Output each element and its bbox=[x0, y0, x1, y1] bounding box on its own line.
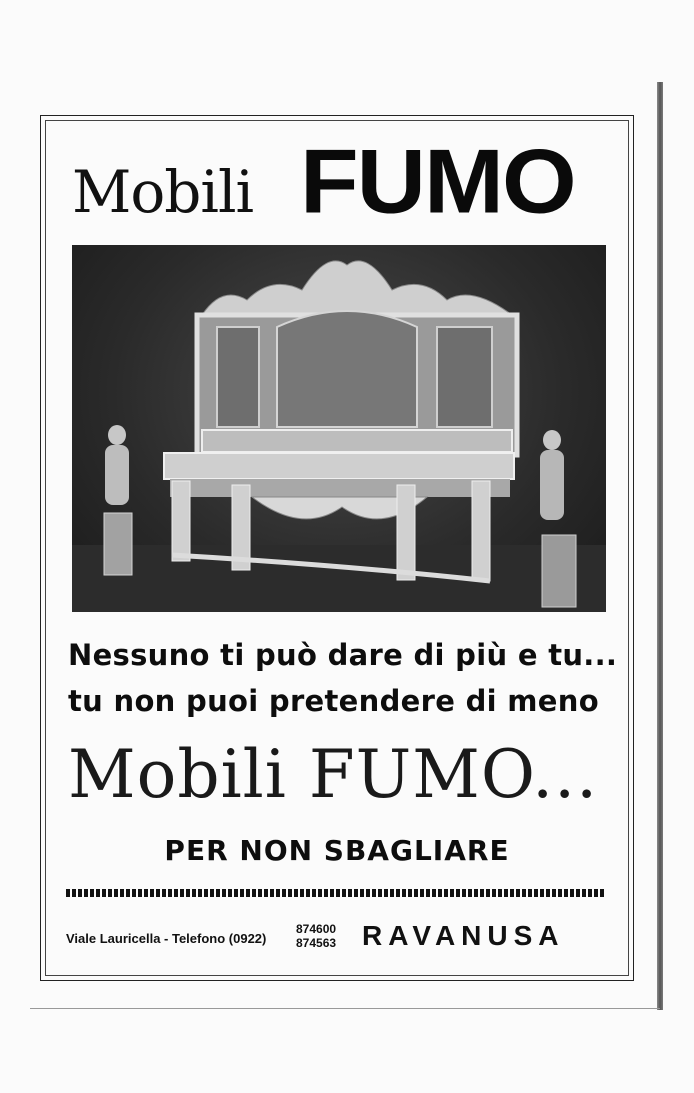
tagline: PER NON SBAGLIARE bbox=[164, 834, 510, 867]
console-mirror-illustration bbox=[72, 245, 606, 612]
headline-brand-bold: FUMO bbox=[300, 130, 575, 233]
dotted-divider bbox=[66, 889, 604, 897]
headline-brand-serif: Mobili bbox=[72, 158, 254, 226]
phone-numbers bbox=[296, 922, 336, 950]
slogan-line-1: Nessuno ti può dare di più e tu... bbox=[68, 638, 618, 672]
page-spine-shadow bbox=[657, 82, 663, 1010]
brand-repeat: Mobili FUMO... bbox=[68, 736, 599, 813]
slogan-line-2: tu non puoi pretendere di meno bbox=[68, 684, 599, 718]
headline bbox=[72, 132, 612, 232]
city-name: RAVANUSA bbox=[362, 920, 565, 951]
phone-number-2: 874563 bbox=[296, 936, 337, 950]
page-bottom-rule bbox=[30, 1008, 660, 1009]
phone-number-1: 874600 bbox=[296, 922, 337, 936]
furniture-photo bbox=[72, 245, 606, 612]
address-text: Viale Lauricella - Telefono (0922) bbox=[66, 931, 267, 946]
